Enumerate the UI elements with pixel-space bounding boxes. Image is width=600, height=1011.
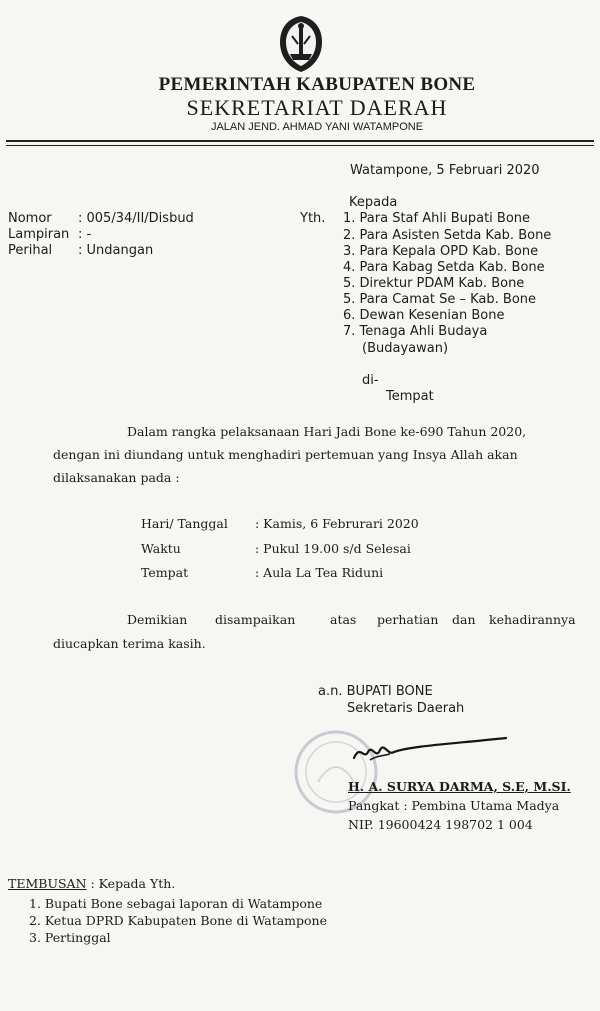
recipient-item: 7. Tenaga Ahli Budaya <box>343 324 488 339</box>
event-label: Waktu <box>141 541 181 556</box>
recipient-di: di- <box>362 373 379 388</box>
regency-emblem-icon <box>276 14 326 74</box>
closing-line: diucapkan terima kasih. <box>53 636 206 651</box>
signature-an: a.n. BUPATI BONE <box>318 684 433 699</box>
perihal-value: : Undangan <box>78 243 154 258</box>
lampiran-value: : - <box>78 227 92 242</box>
perihal-label: Perihal <box>8 243 53 258</box>
recipient-item: 4. Para Kabag Setda Kab. Bone <box>343 260 545 275</box>
event-value: : Aula La Tea Riduni <box>255 565 384 580</box>
closing-word: atas <box>330 612 357 627</box>
closing-word: dan <box>452 612 476 627</box>
recipient-yth: Yth. <box>300 211 326 226</box>
letterhead-rule-thick <box>6 140 594 142</box>
tembusan-item: 2. Ketua DPRD Kabupaten Bone di Watampone <box>29 913 328 928</box>
body-paragraph-line: Dalam rangka pelaksanaan Hari Jadi Bone ke-690 Tahun 2020, <box>127 424 527 439</box>
signatory-nip: NIP. 19600424 198702 1 004 <box>348 817 533 832</box>
lampiran-label: Lampiran <box>8 227 70 242</box>
tembusan-item: 3. Pertinggal <box>29 930 111 945</box>
letter-date: Watampone, 5 Februari 2020 <box>350 163 540 178</box>
signatory-name: H. A. SURYA DARMA, S.E, M.SI. <box>348 779 571 794</box>
letterhead-rule-thin <box>6 145 594 146</box>
tembusan-suffix: : Kepada Yth. <box>86 876 176 891</box>
letterhead-government: PEMERINTAH KABUPATEN BONE <box>158 74 476 95</box>
recipient-item: (Budayawan) <box>362 341 449 356</box>
closing-word: disampaikan <box>215 612 296 627</box>
recipient-item: 3. Para Kepala OPD Kab. Bone <box>343 244 539 259</box>
event-label: Hari/ Tanggal <box>141 516 228 531</box>
letterhead-secretariat: SEKRETARIAT DAERAH <box>186 95 448 120</box>
recipient-item: 6. Dewan Kesenian Bone <box>343 308 505 323</box>
recipient-item: 1. Para Staf Ahli Bupati Bone <box>343 211 531 226</box>
body-paragraph-line: dengan ini diundang untuk menghadiri pertemuan yang Insya Allah akan <box>53 447 518 462</box>
event-value: : Pukul 19.00 s/d Selesai <box>255 541 411 556</box>
tembusan-header <box>8 876 175 891</box>
nomor-label: Nomor <box>8 211 52 226</box>
closing-word: Demikian <box>127 612 188 627</box>
signature-title: Sekretaris Daerah <box>347 701 465 716</box>
recipient-item: 5. Direktur PDAM Kab. Bone <box>343 276 525 291</box>
handwritten-signature-icon <box>350 730 510 770</box>
tembusan-item: 1. Bupati Bone sebagai laporan di Watampone <box>29 896 323 911</box>
letterhead-address: JALAN JEND. AHMAD YANI WATAMPONE <box>210 121 424 133</box>
tembusan-label: TEMBUSAN <box>8 876 87 891</box>
event-label: Tempat <box>141 565 189 580</box>
closing-word: perhatian <box>377 612 439 627</box>
event-value: : Kamis, 6 Februrari 2020 <box>255 516 419 531</box>
closing-word: kehadirannya <box>489 612 576 627</box>
recipient-tempat: Tempat <box>386 389 434 404</box>
recipient-item: 2. Para Asisten Setda Kab. Bone <box>343 228 552 243</box>
body-paragraph-line: dilaksanakan pada : <box>53 470 180 485</box>
signatory-rank: Pangkat : Pembina Utama Madya <box>348 798 560 813</box>
recipient-kepada: Kepada <box>349 195 398 210</box>
recipient-item: 5. Para Camat Se – Kab. Bone <box>343 292 537 307</box>
nomor-value: : 005/34/II/Disbud <box>78 211 194 226</box>
